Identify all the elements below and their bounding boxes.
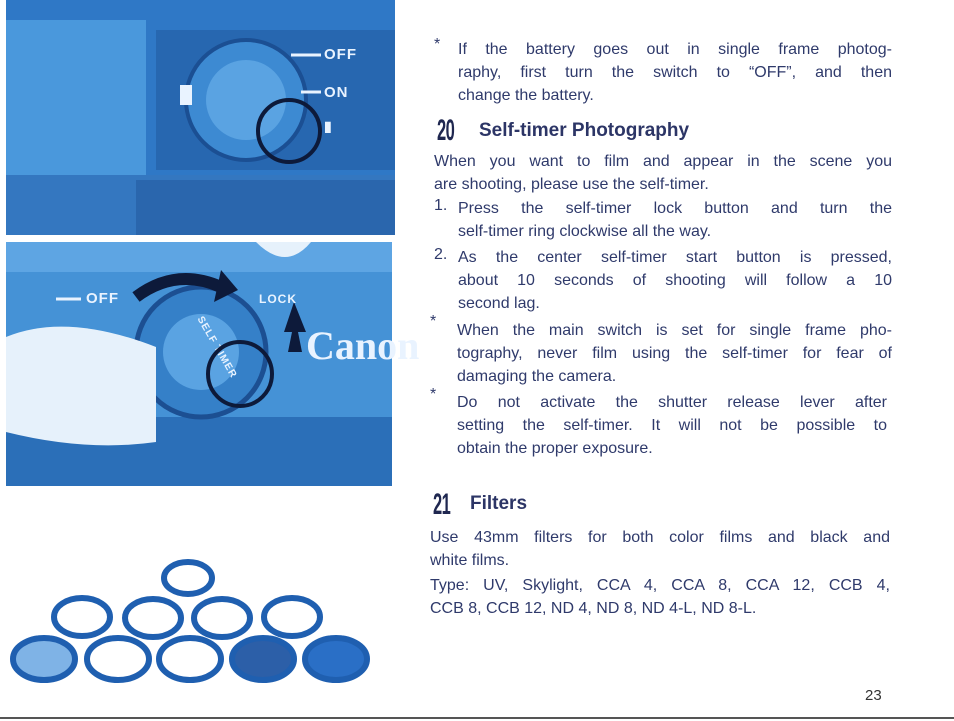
self-timer-photo — [6, 242, 420, 486]
filters-drawing — [0, 555, 395, 695]
step-1-line: Press the self-timer lock button and turn the — [458, 200, 892, 217]
camera-switch-drawing — [6, 0, 395, 235]
self-timer-intro-line: are shooting, please use the self-timer. — [434, 176, 709, 193]
section-title-filters: Filters — [470, 493, 528, 514]
single-frame-label: ▮ — [324, 118, 333, 134]
battery-note-line: If the battery goes out in single frame photog- — [458, 41, 892, 58]
self-timer-off-label: OFF — [86, 290, 119, 307]
battery-note-line: raphy, first turn the switch to “OFF”, and then — [458, 64, 892, 81]
section-number-21: 21 — [433, 488, 451, 521]
filter-ring — [13, 638, 75, 680]
section-number-20: 20 — [437, 114, 455, 147]
filter-row-middle — [54, 598, 320, 637]
page-edge — [0, 717, 954, 719]
step-2-line: about 10 seconds of shooting will follow a 10 — [458, 272, 892, 289]
battery-note-line: change the battery. — [458, 87, 594, 104]
switch-on-label: ON — [324, 84, 349, 101]
step-marker: 2. — [434, 246, 448, 263]
note-2-line: setting the self-timer. It will not be possible to — [457, 417, 887, 434]
illustration-column — [0, 0, 420, 721]
camera-switch-photo — [6, 0, 395, 235]
lock-label: LOCK — [259, 292, 297, 306]
filter-ring — [232, 638, 294, 680]
note-1-line: When the main switch is set for single frame pho- — [457, 322, 892, 339]
filters-body-line: white films. — [430, 552, 510, 569]
note-2-line: obtain the proper exposure. — [457, 440, 653, 457]
start-button-highlight-circle — [206, 340, 274, 408]
camera-brand-logo: Canon — [306, 323, 420, 368]
filter-ring — [264, 598, 320, 636]
switch-highlight-circle — [256, 98, 322, 164]
filters-body-line: Use 43mm filters for both color films and black and — [430, 529, 890, 546]
filters-body-line: CCB 8, CCB 12, ND 4, ND 8, ND 4-L, ND 8-L. — [430, 600, 757, 617]
note-1-line: damaging the camera. — [457, 368, 617, 385]
step-2-line: As the center self-timer start button is pressed, — [458, 249, 892, 266]
step-marker: 1. — [434, 197, 448, 214]
page-number: 23 — [865, 687, 882, 704]
self-timer-intro-line: When you want to film and appear in the scene you — [434, 153, 892, 170]
filter-ring — [164, 562, 212, 594]
battery-note-bullet: * — [434, 36, 441, 53]
note-2-line: Do not activate the shutter release lever after — [457, 394, 887, 411]
filter-row-bottom — [13, 638, 367, 680]
step-2-line: second lag. — [458, 295, 540, 312]
filter-ring — [125, 599, 181, 637]
filter-ring — [194, 599, 250, 637]
filter-ring — [305, 638, 367, 680]
section-title-self-timer: Self-timer Photography — [479, 120, 690, 141]
step-1-line: self-timer ring clockwise all the way. — [458, 223, 712, 240]
self-timer-dial-text: SELF TIMER — [194, 314, 239, 381]
filter-row-top — [164, 562, 212, 594]
filter-ring — [54, 598, 110, 636]
note-1-line: tography, never film using the self-timer for fear of — [457, 345, 892, 362]
filters-body-line: Type: UV, Skylight, CCA 4, CCA 8, CCA 12, CCB 4, — [430, 577, 890, 594]
switch-off-label: OFF — [324, 46, 357, 63]
filter-ring — [87, 638, 149, 680]
note-bullet: * — [430, 313, 437, 330]
filter-ring — [159, 638, 221, 680]
note-bullet: * — [430, 386, 437, 403]
